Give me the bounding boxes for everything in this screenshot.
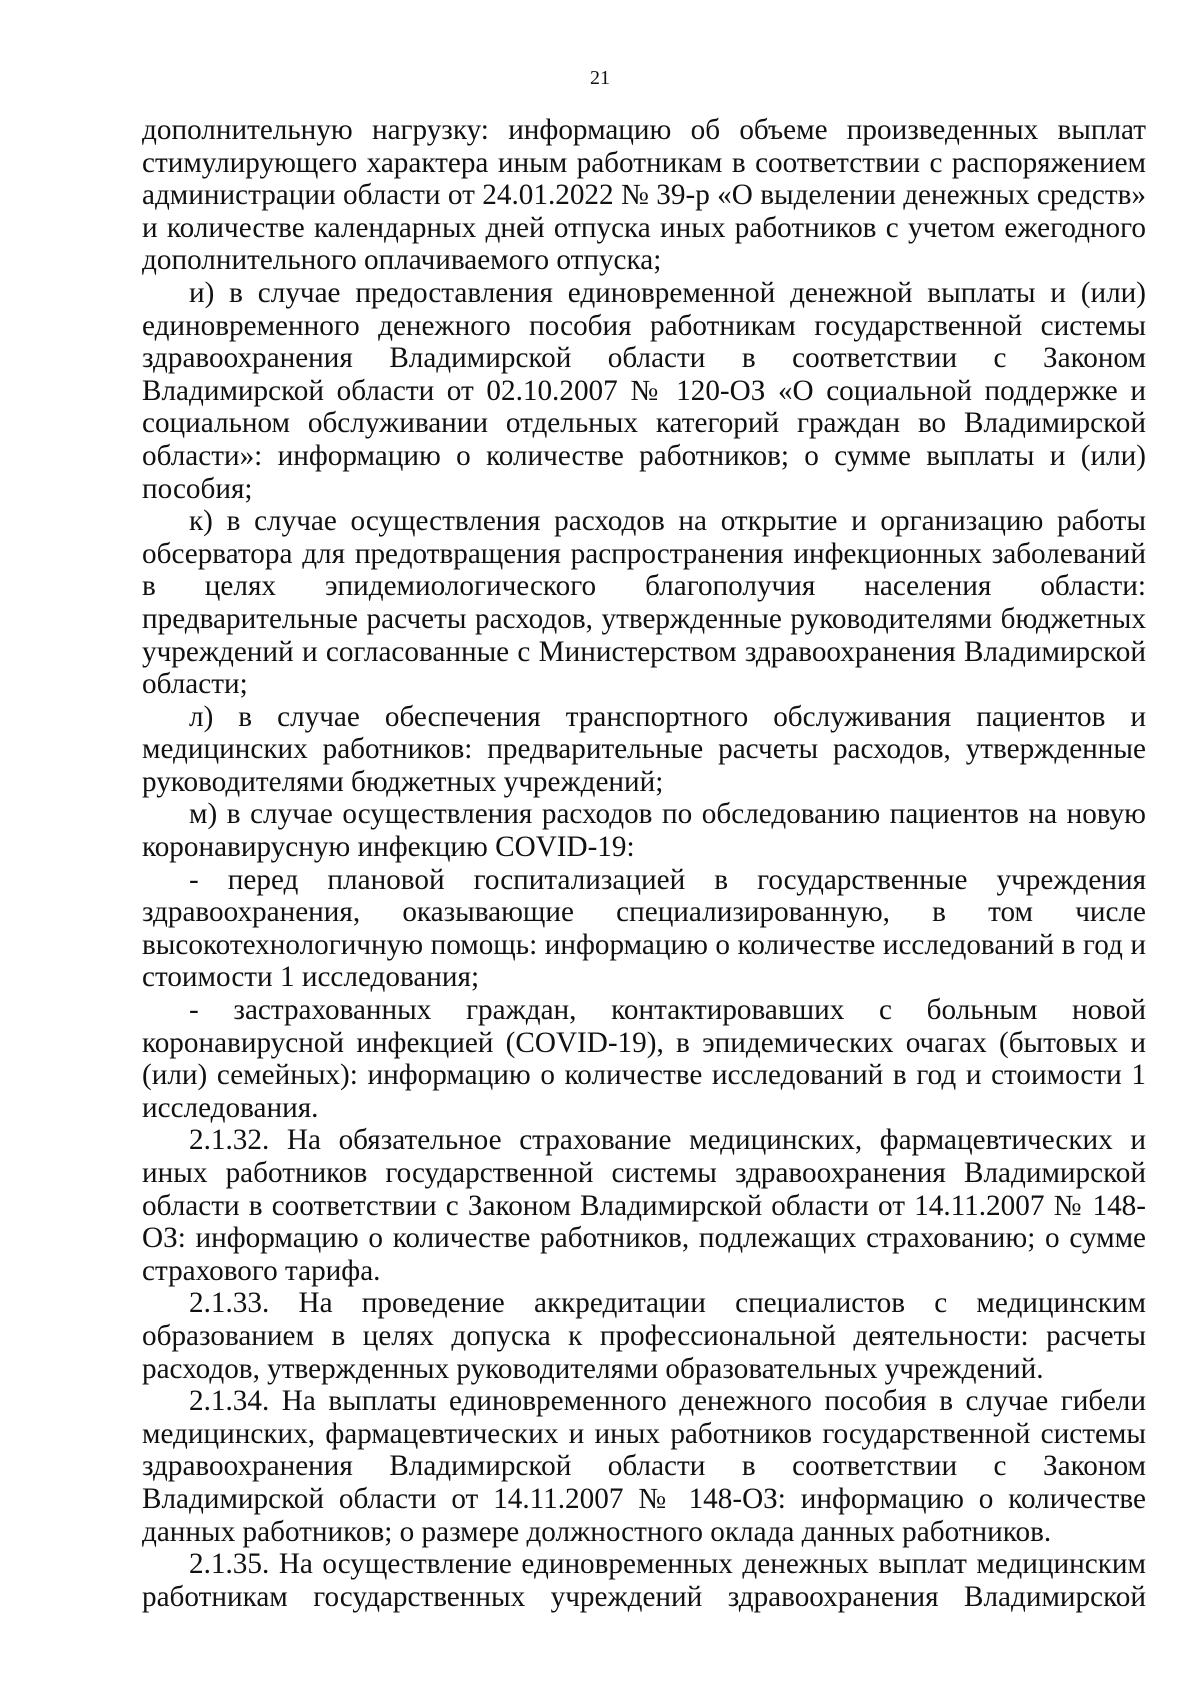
paragraph-dash-2: - застрахованных граждан, контактировавших с больным новой коронавирусной инфекцией (COVID-19), в эпидемических очагах (бытовых и (или) семейных): информацию о количестве исследований в год и стоимости 1 исследования. <box>142 994 1146 1124</box>
document-body <box>142 114 1146 1613</box>
page-number: 21 <box>590 67 610 89</box>
paragraph-2-1-33: 2.1.33. На проведение аккредитации специалистов с медицинским образованием в целях допуска к профессиональной деятельности: расчеты расходов, утвержденных руководителями образовательных учреждений. <box>142 1287 1146 1385</box>
paragraph-2-1-35: 2.1.35. На осуществление единовременных денежных выплат медицинским работникам государственных учреждений здравоохранения Владимирской <box>142 1548 1146 1613</box>
paragraph-continuation: дополнительную нагрузку: информацию об объеме произведенных выплат стимулирующего характера иным работникам в соответствии с распоряжением администрации области от 24.01.2022 № 39-р «О выделении денежных средств» и количестве календарных дней отпуска иных работников с учетом ежегодного дополнительного оплачиваемого отпуска; <box>142 114 1146 277</box>
paragraph-2-1-32: 2.1.32. На обязательное страхование медицинских, фармацевтических и иных работников государственной системы здравоохранения Владимирской области в соответствии с Законом Владимирской области от 14.11.2007 № 148-ОЗ: информацию о количестве работников, подлежащих страхованию; о сумме страхового тарифа. <box>142 1124 1146 1287</box>
paragraph-2-1-34: 2.1.34. На выплаты единовременного денежного пособия в случае гибели медицинских, фармацевтических и иных работников государственной системы здравоохранения Владимирской области в соответствии с Законом Владимирской области от 14.11.2007 № 148-ОЗ: информацию о количестве данных работников; о размере должностного оклада данных работников. <box>142 1385 1146 1548</box>
paragraph-item-l: л) в случае обеспечения транспортного обслуживания пациентов и медицинских работников: предварительные расчеты расходов, утвержденные руководителями бюджетных учреждений; <box>142 700 1146 798</box>
paragraph-item-k: к) в случае осуществления расходов на открытие и организацию работы обсерватора для предотвращения распространения инфекционных заболеваний в целях эпидемиологического благополучия населения области: предварительные расчеты расходов, утвержденные руководителями бюджетных учреждений и согласованные с Министерством здравоохранения Владимирской области; <box>142 505 1146 701</box>
paragraph-item-i: и) в случае предоставления единовременной денежной выплаты и (или) единовременного денежного пособия работникам государственной системы здравоохранения Владимирской области в соответствии с Законом Владимирской области от 02.10.2007 № 120-ОЗ «О социальной поддержке и социальном обслуживании отдельных категорий граждан во Владимирской области»: информацию о количестве работников; о сумме выплаты и (или) пособия; <box>142 276 1146 505</box>
paragraph-item-m: м) в случае осуществления расходов по обследованию пациентов на новую коронавирусную инфекцию COVID-19: <box>142 798 1146 864</box>
paragraph-dash-1: - перед плановой госпитализацией в государственные учреждения здравоохранения, оказывающие специализированную, в том числе высокотехнологичную помощь: информацию о количестве исследований в год и стоимости 1 исследования; <box>142 863 1146 994</box>
